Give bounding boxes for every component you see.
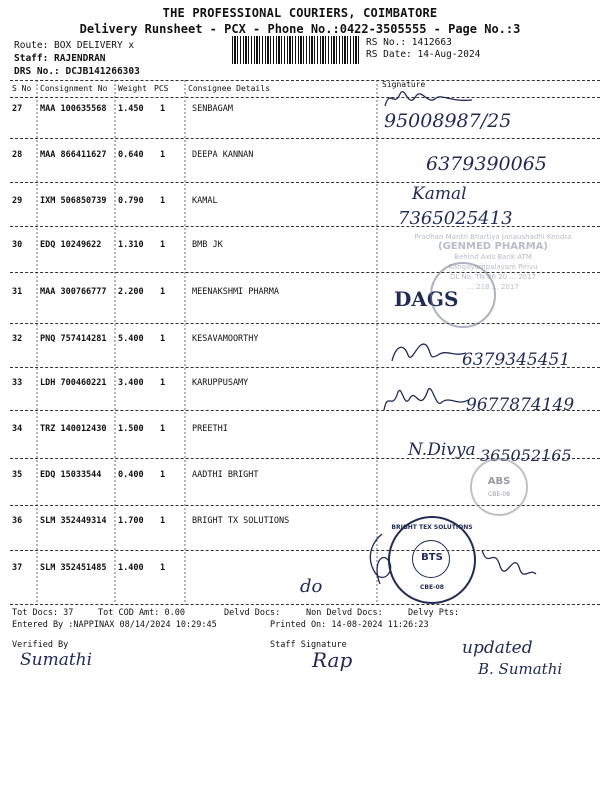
route-label: Route: BOX DELIVERY x — [14, 40, 135, 51]
row-consignee: SENBAGAM — [192, 104, 233, 114]
handwritten-phone: 365052165 — [480, 446, 572, 465]
row-weight: 2.200 — [118, 287, 144, 297]
row-consignee: KAMAL — [192, 196, 218, 206]
row-pcs: 1 — [160, 104, 166, 114]
col-consignee: Consignee Details — [188, 84, 270, 93]
row-weight: 0.790 — [118, 196, 144, 206]
stamp-text: BRIGHT TEX SOLUTIONS — [391, 524, 473, 531]
handwritten-phone: 9677874149 — [466, 395, 575, 415]
table-bottom-rule — [10, 604, 600, 605]
delvd-docs: Delvd Docs: — [224, 608, 281, 618]
row-pcs: 1 — [160, 424, 166, 434]
col-weight: Weight — [118, 84, 147, 93]
barcode-image — [232, 36, 360, 64]
stamp-text: (GENMED PHARMA) — [438, 241, 548, 252]
rs-number: RS No.: 1412663 — [366, 37, 452, 48]
row-weight: 0.640 — [118, 150, 144, 160]
row-rule — [10, 138, 600, 139]
row-consignee: BRIGHT TX SOLUTIONS — [192, 516, 290, 526]
row-consignee: PREETHI — [192, 424, 228, 434]
row-weight: 1.450 — [118, 104, 144, 114]
row-weight: 1.500 — [118, 424, 144, 434]
row-consignment: MAA 866411627 — [40, 150, 107, 160]
tot-docs: Tot Docs: 37 — [12, 608, 74, 618]
row-sno: 32 — [12, 334, 23, 344]
row-sno: 34 — [12, 424, 23, 434]
runsheet-title: Delivery Runsheet - PCX - Phone No.:0422-3505555 - Page No.:3 — [79, 22, 521, 36]
non-delvd-docs: Non Delvd Docs: — [306, 608, 383, 618]
row-consignment: TRZ 140012430 — [40, 424, 107, 434]
col-pcs: PCS — [154, 84, 169, 93]
handwritten-phone: 95008987/25 — [384, 110, 512, 132]
verified-signature: Sumathi — [20, 650, 93, 670]
row-consignee: KESAVAMOORTHY — [192, 334, 259, 344]
row-pcs: 1 — [160, 240, 166, 250]
staff-signature-label: Staff Signature — [270, 640, 347, 650]
row-consignee: AADTHI BRIGHT — [192, 470, 259, 480]
row-sno: 33 — [12, 378, 23, 388]
handwritten-phone: 6379345451 — [462, 350, 571, 370]
staff-signature: Rap — [312, 648, 353, 672]
printed-on: Printed On: 14-08-2024 11:26:23 — [270, 620, 429, 630]
row-sno: 35 — [12, 470, 23, 480]
row-pcs: 1 — [160, 516, 166, 526]
stamp-text: CBE-08 — [488, 491, 510, 498]
row-consignee: MEENAKSHMI PHARMA — [192, 287, 279, 297]
col-sno: S No — [12, 84, 32, 93]
stamp-text: Pradhan Mantri Bhartiya Janaushadhi Kendra — [414, 233, 572, 241]
row-weight: 1.400 — [118, 563, 144, 573]
row-consignee: KARUPPUSAMY — [192, 378, 249, 388]
row-sno: 27 — [12, 104, 23, 114]
row-consignment: SLM 352449314 — [40, 516, 107, 526]
row-consignment: SLM 352451485 — [40, 563, 107, 573]
row-consignment: IXM 506850739 — [40, 196, 107, 206]
row-weight: 5.400 — [118, 334, 144, 344]
handwritten-name: Kamal — [412, 184, 467, 204]
handwritten-signature: DAGS — [394, 287, 459, 311]
signature-scribble — [478, 540, 538, 590]
row-consignment: EDQ 15033544 — [40, 470, 102, 480]
stamp-text: BTS — [421, 552, 443, 563]
row-sno: 28 — [12, 150, 23, 160]
company-title: THE PROFESSIONAL COURIERS, COIMBATORE — [162, 6, 438, 20]
row-pcs: 1 — [160, 150, 166, 160]
row-consignee: DEEPA KANNAN — [192, 150, 254, 160]
updated-by-signature: B. Sumathi — [478, 660, 563, 678]
rs-date: RS Date: 14-Aug-2024 — [366, 49, 481, 60]
row-rule — [10, 323, 600, 324]
stamp-text: Kangayampalayam Pirivu — [448, 263, 538, 271]
row-pcs: 1 — [160, 196, 166, 206]
row-sno: 37 — [12, 563, 23, 573]
col-signature: Signature — [382, 80, 426, 89]
stamp-text: CBE-08 — [420, 584, 444, 591]
handwritten-phone: 7365025413 — [398, 208, 513, 229]
delvy-pts: Delvy Pts: — [408, 608, 460, 618]
row-pcs: 1 — [160, 287, 166, 297]
updated-note: updated — [462, 638, 533, 658]
stamp-text: ABS — [487, 476, 511, 487]
row-pcs: 1 — [160, 563, 166, 573]
signature-scribble — [388, 335, 468, 367]
drs-number: DRS No.: DCJB141266303 — [14, 66, 140, 77]
row-sno: 30 — [12, 240, 23, 250]
row-weight: 0.400 — [118, 470, 144, 480]
row-consignment: MAA 100635568 — [40, 104, 107, 114]
col-consignment: Consignment No — [40, 84, 108, 93]
row-pcs: 1 — [160, 334, 166, 344]
staff-label: Staff: RAJENDRAN — [14, 53, 106, 64]
verified-by-label: Verified By — [12, 640, 69, 650]
row-rule — [10, 182, 600, 183]
handwritten-phone: 6379390065 — [426, 153, 547, 175]
row-sno: 36 — [12, 516, 23, 526]
stamp-text: ... 21B ... 2017 — [467, 283, 519, 291]
bts-seal — [388, 516, 476, 604]
entered-by: Entered By :NAPPINAX 08/14/2024 10:29:45 — [12, 620, 217, 630]
row-consignment: PNQ 757414281 — [40, 334, 107, 344]
abs-seal — [470, 458, 528, 516]
round-seal — [430, 262, 496, 328]
signature-scribble — [380, 380, 470, 418]
tot-cod: Tot COD Amt: 0.00 — [98, 608, 185, 618]
row-consignee: BMB JK — [192, 240, 223, 250]
row-sno: 29 — [12, 196, 23, 206]
row-weight: 3.400 — [118, 378, 144, 388]
row-consignment: LDH 700460221 — [40, 378, 107, 388]
handwritten-mark: do — [300, 576, 323, 597]
stamp-text: Behind Axis Bank ATM — [454, 253, 532, 261]
row-sno: 31 — [12, 287, 23, 297]
row-pcs: 1 — [160, 470, 166, 480]
row-weight: 1.310 — [118, 240, 144, 250]
row-pcs: 1 — [160, 378, 166, 388]
row-consignment: EDQ 10249622 — [40, 240, 102, 250]
handwritten-name: N.Divya — [408, 440, 476, 460]
row-weight: 1.700 — [118, 516, 144, 526]
row-consignment: MAA 300766777 — [40, 287, 107, 297]
stamp-text: DL No. TN 06 20 ... 2017 — [449, 273, 537, 281]
